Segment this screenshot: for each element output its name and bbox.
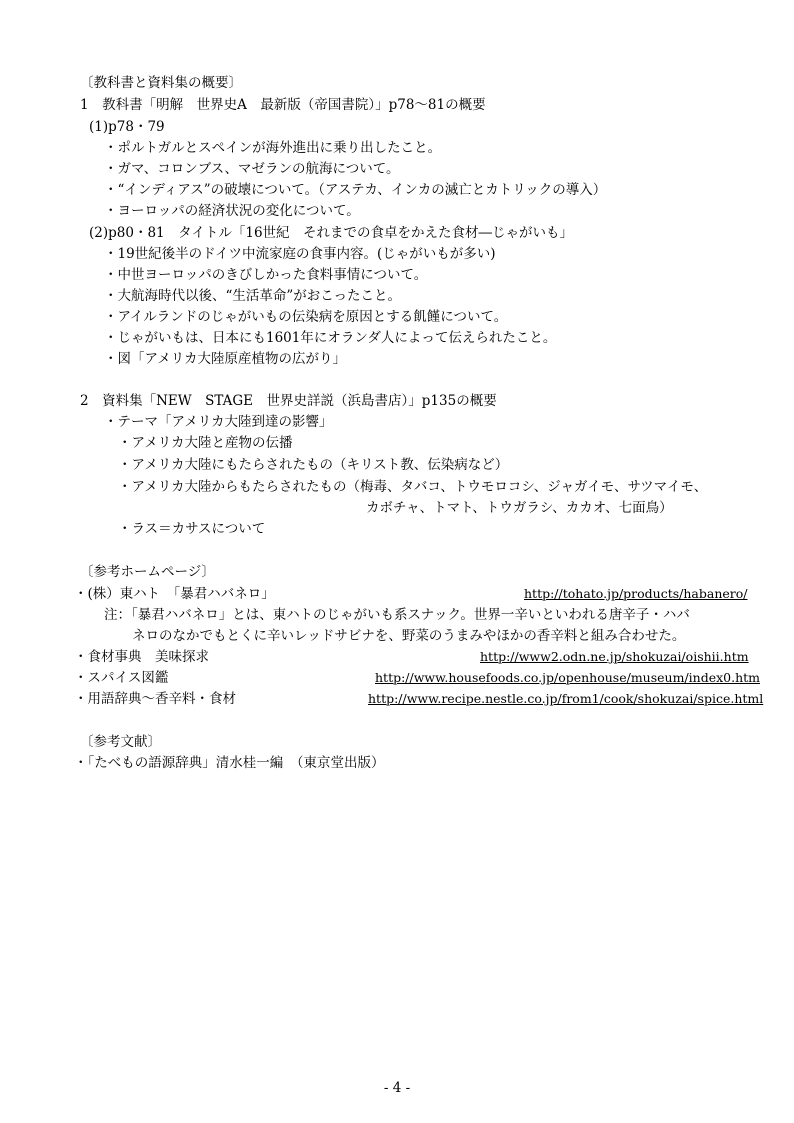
note-line: ネロのなかでもとくに辛いレッドサビナを、野菜のうまみやほかの香辛料と組み合わせた。 bbox=[132, 628, 686, 644]
list-item: ・ガマ、コロンブス、マゼランの航海について。 bbox=[104, 161, 400, 177]
homepage-link[interactable]: http://www.housefoods.co.jp/openhouse/museum/index0.htm bbox=[375, 670, 761, 685]
list-item: ・アイルランドのじゃがいもの伝染病を原因とする飢饉について。 bbox=[104, 309, 508, 325]
list-item: ・アメリカ大陸からもたらされたもの（梅毒、タバコ、トウモロコシ、ジャガイモ、サツマイモ、 bbox=[118, 479, 708, 495]
list-item: ・大航海時代以後、“生活革命”がおこったこと。 bbox=[104, 288, 402, 304]
item1-sub2-title: (2)p80・81 タイトル「16世紀 それまでの食卓をかえた食材―じゃがいも」 bbox=[89, 225, 574, 241]
homepage-label: ・食材事典 美味探求 bbox=[74, 649, 209, 665]
list-item: ・アメリカ大陸にもたらされたもの（キリスト教、伝染病など） bbox=[118, 457, 509, 473]
list-item: ・じゃがいもは、日本にも1601年にオランダ人によって伝えられたこと。 bbox=[104, 330, 557, 346]
list-item: ・“インディアス”の破壊について。（アステカ、インカの滅亡とカトリックの導入） bbox=[104, 182, 607, 198]
item2-title: 2 資料集「NEW STAGE 世界史詳説（浜島書店）」p135の概要 bbox=[80, 393, 497, 409]
section-heading-homepages: 〔参考ホームページ〕 bbox=[80, 564, 215, 580]
list-item: ・ポルトガルとスペインが海外進出に乗り出したこと。 bbox=[104, 140, 442, 156]
section-heading-references: 〔参考文献〕 bbox=[80, 734, 161, 750]
list-item: ・図「アメリカ大陸原産植物の広がり」 bbox=[104, 351, 347, 367]
note-line: 注：「暴君ハバネロ」とは、東ハトのじゃがいも系スナック。世界一辛いといわれる唐辛子・ハバ bbox=[104, 607, 690, 623]
list-item: ・アメリカ大陸と産物の伝播 bbox=[118, 435, 293, 451]
homepage-label: ・スパイス図鑑 bbox=[74, 670, 169, 686]
item1-title: 1 教科書「明解 世界史A 最新版（帝国書院）」p78～81の概要 bbox=[80, 97, 486, 113]
reference-item: ・「たべもの語源辞典」清水桂一編 （東京堂出版） bbox=[74, 755, 385, 771]
item1-sub1-title: (1)p78・79 bbox=[89, 119, 165, 135]
section-heading-overview: 〔教科書と資料集の概要〕 bbox=[80, 75, 242, 91]
list-item: ・ラス＝カサスについて bbox=[118, 521, 266, 537]
page-number: - 4 - bbox=[383, 1080, 411, 1096]
list-item-continuation: カボチャ、トマト、トウガラシ、カカオ、七面鳥） bbox=[366, 500, 673, 516]
homepage-link[interactable]: http://www2.odn.ne.jp/shokuzai/oishii.htm bbox=[480, 649, 749, 664]
list-item: ・中世ヨーロッパのきびしかった食料事情について。 bbox=[104, 267, 428, 283]
homepage-label: ・用語辞典～香辛料・食材 bbox=[74, 691, 236, 707]
homepage-link[interactable]: http://www.recipe.nestle.co.jp/from1/cook/shokuzai/spice.html bbox=[368, 691, 764, 706]
item2-theme: ・テーマ「アメリカ大陸到達の影響」 bbox=[104, 414, 333, 430]
homepage-link[interactable]: http://tohato.jp/products/habanero/ bbox=[524, 586, 748, 601]
list-item: ・ヨーロッパの経済状況の変化について。 bbox=[104, 203, 360, 219]
homepage-label: ・(株）東ハト 「暴君ハバネロ」 bbox=[74, 586, 275, 602]
list-item: ・19世紀後半のドイツ中流家庭の食事内容。(じゃがいもが多い) bbox=[104, 246, 496, 262]
